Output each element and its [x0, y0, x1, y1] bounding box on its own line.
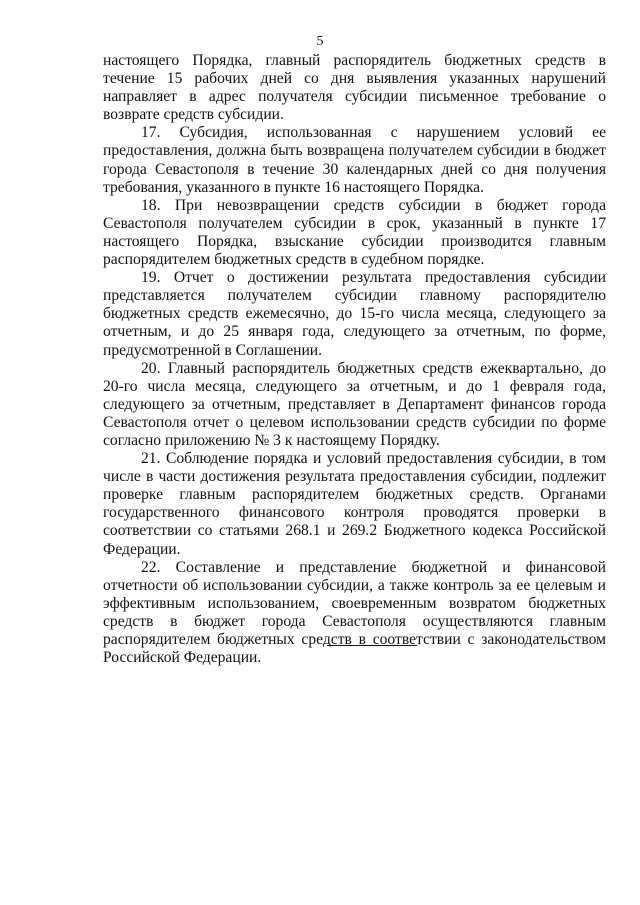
- paragraph-20: 20. Главный распорядитель бюджетных средств ежеквартально, до 20-го числа месяца, следующего за отчетным, и до 1 февраля года, следующего за отчетным, представляет в Департамент финансов города Севастополя отчет о целевом использовании средств субсидии по форме согласно приложению № 3 к настоящему Порядку.: [103, 359, 606, 449]
- paragraph-16-continuation: настоящего Порядка, главный распорядитель бюджетных средств в течение 15 рабочих дней со дня выявления указанных нарушений направляет в адрес получателя субсидии письменное требование о возврате средств субсидии.: [103, 52, 606, 124]
- document-body: [103, 52, 606, 667]
- paragraph-21: 21. Соблюдение порядка и условий предоставления субсидии, в том числе в части достижения результата предоставления субсидии, подлежит проверке главным распорядителем бюджетных средств. Органами государственного финансового контроля проводятся проверки в соответствии со статьями 268.1 и 269.2 Бюджетного кодекса Российской Федерации.: [103, 450, 606, 558]
- paragraph-17: 17. Субсидия, использованная с нарушением условий ее предоставления, должна быть возвращена получателем субсидии в бюджет города Севастополя в течение 30 календарных дней со дня получения требования, указанного в пункте 16 настоящего Порядка.: [103, 124, 606, 196]
- page-number: 5: [316, 34, 324, 49]
- paragraph-18: 18. При невозвращении средств субсидии в бюджет города Севастополя получателем субсидии в срок, указанный в пункте 17 настоящего Порядка, взыскание субсидии производится главным распорядителем бюджетных средств в судебном порядке.: [103, 196, 606, 269]
- paragraph-22: 22. Составление и представление бюджетной и финансовой отчетности об использовании субсидии, а также контроль за ее целевым и эффективным использованием, своевременным возвратом бюджетных средств в бюджет города Севастополя осуществляются главным распорядителем бюджетных средств в соответствии с законодательством Российской Федерации.: [103, 558, 606, 667]
- end-of-text-rule: [327, 645, 417, 646]
- paragraph-19: 19. Отчет о достижении результата предоставления субсидии представляется получателем субсидии главному распорядителю бюджетных средств ежемесячно, до 15-го числа месяца, следующего за отчетным, и до 25 января года, следующего за отчетным, по форме, предусмотренной в Соглашении.: [103, 269, 606, 359]
